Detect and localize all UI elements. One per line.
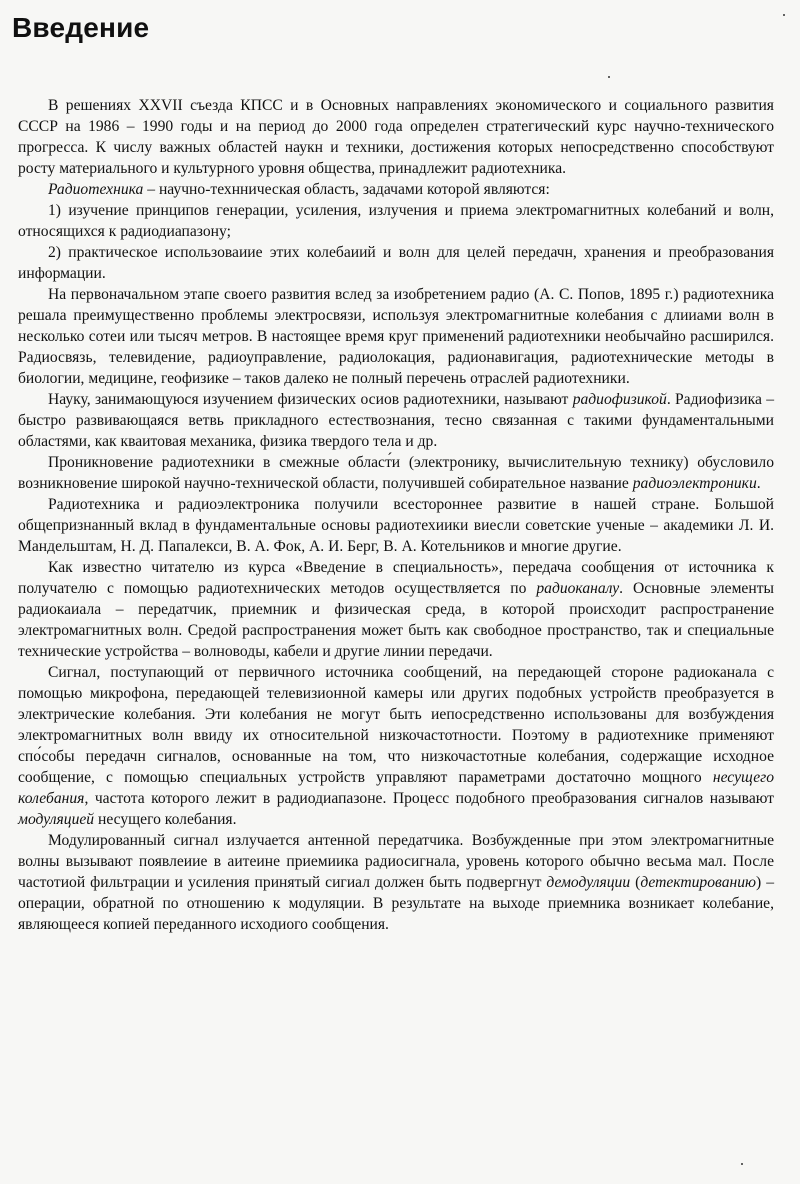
paragraph (18, 452, 774, 494)
term-demodulyaciya: демодуляции (546, 874, 631, 891)
text-run: Радиотехника и радиоэлектроника получили всестороннее развитие в нашей стране. Большой общепризнанный вклад в фундаментальные основы радиотехиики виесли советские ученые – академики Л. И. Мандельштам, Н. Д. Папалекси, В. А. Фок, А. И. Берг, В. А. Котельников и многие другие. (18, 496, 774, 555)
paragraph (18, 389, 774, 452)
paragraph (18, 284, 774, 389)
text-run: ( (630, 874, 641, 891)
text-run: В решениях XXVII съезда КПСС и в Основных направлениях экономического и социального развития СССР на 1986 – 1990 годы и на период до 2000 года определен стратегический курс научно-технического прогресса. К числу важных областей наукн и техники, достижения которых непосредственно способствуют росту материального и культурного уровня общества, принадлежит радиотехника. (18, 97, 774, 177)
paragraph (18, 557, 774, 662)
term-detektirovanie: детектированию (640, 874, 757, 891)
paragraph (18, 179, 774, 200)
text-run: , частота которого лежит в радиодиапазоне. Процесс подобного преобразования сигналов называют (84, 790, 774, 807)
text-run: Проникновение радиотехники в смежные област́и (электронику, вычислительную технику) обусловило возникновение широкой научно-технической области, получившей собирательное название (18, 454, 774, 492)
text-run: . (756, 475, 761, 492)
text-run: 1) изучение принципов генерации, усиления, излучения и приема электромагнитных колебаний и волн, относящихся к радиодиапазону; (18, 202, 774, 240)
term-radiofizika: радиофизикой (572, 391, 667, 408)
body-text (18, 95, 774, 935)
text-run: На первоначальном этапе своего развития вслед за изобретением радио (А. С. Попов, 1895 г.) радиотехника решала преимущественно проблемы электросвязи, используя электромагнитные колебания с длииами волн в несколько сотеи или тысяч метров. В настоящее время круг применений радиотехники необычайно расширился. Радиосвязь, телевидение, радиоуправление, радиолокация, радионавигация, радиотехнические методы в биологии, медицине, геофизике – таков далеко не полный перечень отраслей радиотехники. (18, 286, 774, 387)
text-run: Сигнал, поступающий от первичного источника сообщений, на передающей стороне радиоканала с помощью микрофона, передающей телевизионной камеры или других подобных устройств преобразуется в электрические колебания. Эти колебания не могут быть иепосредственно использованы для возбуждения электромагнитных волн ввиду их относительной низкочастотности. Поэтому в радиотехнике применяют спо́собы передачн сигналов, основанные на том, что низкочастотные колебания, содержащие исходное сообщение, с помощью специальных устройств управляют параметрами достаточно мощного (18, 664, 774, 786)
scan-speck (608, 76, 610, 78)
text-run: Как известно читателю из курса «Введение в специальность», передача сообщения от источника к получателю с помощью радиотехнических методов осуществляется по (18, 559, 774, 597)
paragraph (18, 494, 774, 557)
scan-speck (783, 14, 785, 16)
term-radiokanal: радиоканалу (536, 580, 620, 597)
text-run: ) – операции, обратной по отношению к модуляции. В результате на выходе приемника возникает колебание, являющееся копией переданного исходиого сообщения. (18, 874, 774, 933)
term-radioelektronika: радиоэлектроники (632, 475, 757, 492)
paragraph (18, 95, 774, 179)
paragraph (18, 200, 774, 242)
paragraph (18, 830, 774, 935)
text-run: . Основные элементы радиокаиала – передатчик, приемник и физическая среда, в которой происходит распространение электромагнитных волн. Средой распространения может быть как свободное пространство, так и специальные технические устройства – волноводы, кабели и другие линии передачи. (18, 580, 774, 660)
text-run: – научно-технническая область, задачами которой являются: (143, 181, 550, 198)
paragraph (18, 242, 774, 284)
scan-speck (741, 1163, 743, 1165)
term-radiotechnika: Радиотехника (48, 181, 144, 198)
text-run: Модулированный сигнал излучается антенной передатчика. Возбужденные при этом электромагнитные волны вызывают появлеиие в аитеине приемиика радиосигнала, уровень которого обычно весьма мал. После частотиой фильтрации и усиления принятый сигиал должен быть подвергнут (18, 832, 774, 891)
text-run: 2) практическое использоваиие этих колебаиий и волн для целей передачн, хранения и преобразования информации. (18, 244, 774, 282)
text-run: Науку, занимающуюся изучением физических осиов радиотехники, называют (48, 391, 573, 408)
paragraph (18, 662, 774, 830)
text-run: несущего колебания. (94, 811, 237, 828)
term-modulyaciya: модуляцией (18, 811, 95, 828)
text-run: . Радиофизика – быстро развивающаяся ветвь прикладного естествознания, тесно связанная с такими фундаментальными областями, как кваитовая механика, физика твердого тела и др. (18, 391, 774, 450)
page-title: Введение (12, 12, 150, 43)
term-nesushchee-kolebanie: несущего колебания (18, 769, 774, 807)
